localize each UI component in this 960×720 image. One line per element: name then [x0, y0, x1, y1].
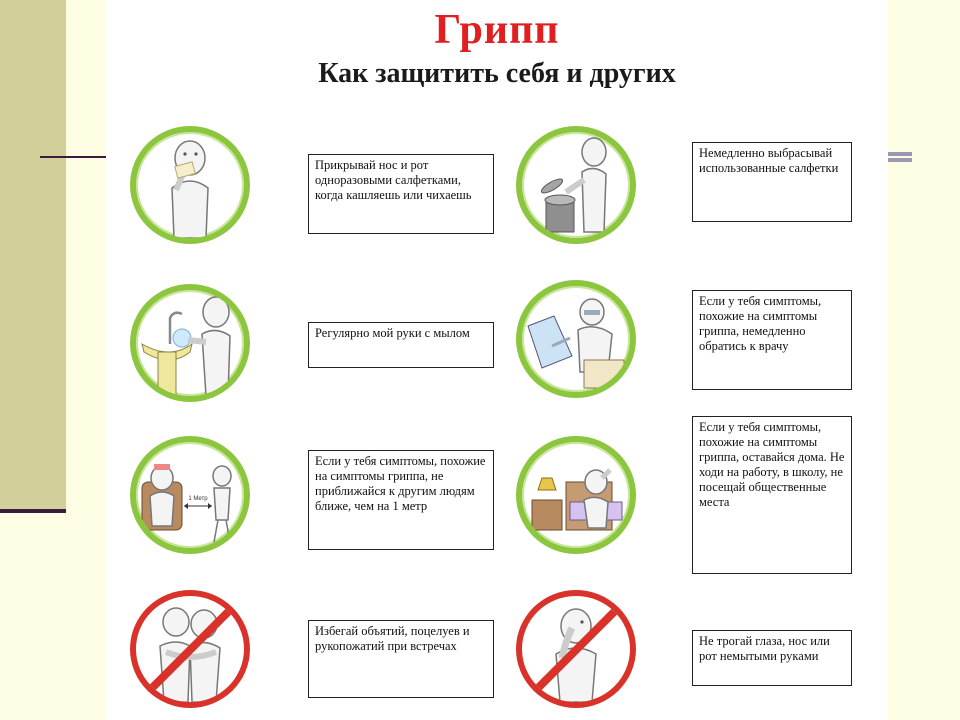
- tip-text: Если у тебя симптомы, похожие на симптомы гриппа, не приближайся к другим людям ближе, чем на 1 метр: [308, 450, 494, 550]
- doctor-icon: [516, 280, 636, 398]
- poster-title: Грипп: [434, 7, 560, 53]
- tip-text: Регулярно мой руки с мылом: [308, 322, 494, 368]
- tip-text: Прикрывай нос и рот одноразовыми салфетками, когда кашляешь или чихаешь: [308, 154, 494, 234]
- tip-text: Не трогай глаза, нос или рот немытыми руками: [692, 630, 852, 686]
- no-face-touch-icon: [516, 590, 636, 708]
- tip-text: Избегай объятий, поцелуев и рукопожатий при встречах: [308, 620, 494, 698]
- title-rule-left: [40, 156, 110, 158]
- title-rule-right: [888, 152, 912, 162]
- poster-subtitle: Как защитить себя и других: [318, 58, 676, 89]
- side-panel: [0, 0, 66, 512]
- stay-home-icon: [516, 436, 636, 554]
- keep-distance-icon: [130, 436, 250, 554]
- wash-hands-icon: [130, 284, 250, 402]
- tip-text: Если у тебя симптомы, похожие на симптомы гриппа, немедленно обратись к врачу: [692, 290, 852, 390]
- trash-can-icon: [516, 126, 636, 244]
- flu-poster: [106, 0, 888, 720]
- no-hugs-icon: [130, 590, 250, 708]
- tip-text: Если у тебя симптомы, похожие на симптомы гриппа, оставайся дома. Не ходи на работу, в школу, не посещай общественные места: [692, 416, 852, 574]
- tip-text: Немедленно выбрасывай использованные салфетки: [692, 142, 852, 222]
- cover-nose-icon: [130, 126, 250, 244]
- distance-label: 1 Метр: [188, 496, 208, 502]
- side-rule: [0, 509, 66, 513]
